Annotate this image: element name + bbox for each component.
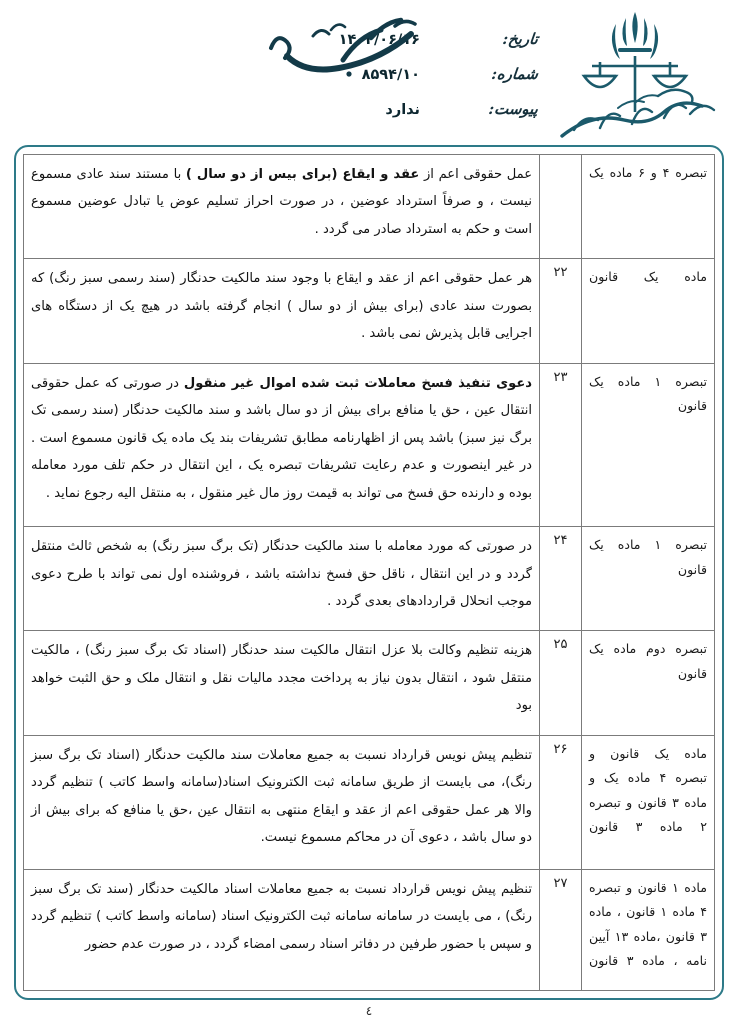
allah-emblem-icon xyxy=(612,12,658,59)
number-value: ۸۵۹۴/۱۰ xyxy=(361,67,420,83)
row-body: تنظیم پیش نویس قرارداد نسبت به جمیع معاملات سند مالکیت حدنگار (اسناد تک برگ سبز رنگ)، می بایست از طریق سامانه ثبت الکترونیک اسناد(سامانه واسط کاتب ) تنظیم گردد والا هر عمل حقوقی اعم از عقد و ایقاع منتهی به انتقال عین ،حق یا منافع که برای بیش از دو سال باشد ، دعوی آن در محاکم مسموع نیست. xyxy=(24,735,540,869)
row-reference: تبصره ۴ و ۶ ماده یک xyxy=(582,155,715,259)
basmala-calligraphy xyxy=(238,8,448,88)
row-number: ۲۳ xyxy=(540,363,582,526)
table-row xyxy=(24,527,715,631)
row-body: در صورتی که مورد معامله با سند مالکیت حدنگار (تک برگ سبز رنگ) به شخص ثالث منتقل گردد و در این انتقال ، ناقل حق فسخ نداشته باشد ، فروشنده اول نمی تواند با طرح دعوی موجب انحلال قراردادهای بعدی گردد . xyxy=(24,527,540,631)
row-body: هزینه تنظیم وکالت بلا عزل انتقال مالکیت سند حدنگار (اسناد تک برگ سبز رنگ) ، مالکیت منتقل شود ، انتقال بدون نیاز به پرداخت مجدد مالیات نقل و انتقال ملک و حق الثبت خواهد بود xyxy=(24,631,540,735)
row-body: دعوی تنفیذ فسخ معاملات ثبت شده اموال غیر منقول در صورتی که عمل حقوقی انتقال عین ، حق یا منافع برای بیش از دو سال باشد و سند مالکیت حدنگار (سند رسمی تک برگ نیز سبز) باشد پس از اظهارنامه مطابق تشریفات بند یک ماده یک قانون مسموع است . در غیر اینصورت و عدم رعایت تشریفات تبصره یک ، این انتقال در حکم تلف مورد معامله بوده و دارنده حق فسخ می تواند به قیمت روز مال غیر منقول ، به منتقل الیه رجوع نماید . xyxy=(24,363,540,526)
table-row xyxy=(24,155,715,259)
table-row xyxy=(24,869,715,990)
row-body: تنظیم پیش نویس قرارداد نسبت به جمیع معاملات اسناد مالکیت حدنگار (سند تک برگ سبز رنگ) ، می بایست در سامانه سامانه ثبت الکترونیک اسناد (سامانه واسط کاتب ) تنظیم گردد و سپس با حضور طرفین در دفاتر اسناد رسمی امضاء گردد ، در صورت عدم حضور xyxy=(24,869,540,990)
organization-calligraphy xyxy=(562,90,714,136)
row-reference: ماده یک قانون xyxy=(582,259,715,363)
table-row xyxy=(24,259,715,363)
row-reference: ماده ۱ قانون و تبصره ۴ ماده ۱ قانون ، ماده ۳ قانون ،ماده ۱۳ آیین نامه ، ماده ۳ قانون xyxy=(582,869,715,990)
date-value: ۱۴۰۴/۰۶/۱۶ xyxy=(338,32,420,48)
row-number xyxy=(540,155,582,259)
row-body: هر عمل حقوقی اعم از عقد و ایقاع با وجود سند مالکیت حدنگار (سند رسمی سبز رنگ) که بصورت سند عادی (برای بیش از دو سال ) انجام گرفته باشد در هیچ یک از دستگاه های اجرایی قابل پذیرش نمی باشد . xyxy=(24,259,540,363)
date-label: تاریخ: xyxy=(501,30,539,48)
provisions-table xyxy=(23,154,715,991)
attachment-label: پیوست: xyxy=(487,100,539,118)
row-number: ۲۴ xyxy=(540,527,582,631)
row-reference: ماده یک قانون و تبصره ۴ ماده یک و ماده ۳ قانون و تبصره ۲ ماده ۳ قانون xyxy=(582,735,715,869)
row-reference: تبصره ۱ ماده یک قانون xyxy=(582,527,715,631)
row-reference: تبصره ۱ ماده یک قانون xyxy=(582,363,715,526)
row-number: ۲۷ xyxy=(540,869,582,990)
scales-of-justice-icon xyxy=(584,56,686,112)
number-label: شماره: xyxy=(490,65,539,83)
page-number: ٤ xyxy=(365,1004,373,1018)
row-number: ۲۲ xyxy=(540,259,582,363)
document-header xyxy=(0,0,738,142)
table-row xyxy=(24,363,715,526)
table-row xyxy=(24,631,715,735)
judiciary-emblem-logo xyxy=(540,4,730,142)
row-number: ۲۵ xyxy=(540,631,582,735)
row-reference: تبصره دوم ماده یک قانون xyxy=(582,631,715,735)
row-number: ۲۶ xyxy=(540,735,582,869)
provisions-table-body xyxy=(24,155,715,991)
table-row xyxy=(24,735,715,869)
row-body: عمل حقوقی اعم از عقد و ایقاع (برای بیس از دو سال ) با مستند سند عادی مسموع نیست ، و صرفاً استرداد عوضین ، در صورت احراز تسلیم عوض یا تبادل عوضین مسموع است و حکم به استرداد صادر می گردد . xyxy=(24,155,540,259)
document-frame xyxy=(14,145,724,1000)
attachment-value: ندارد xyxy=(385,102,420,118)
meta-row-attachment xyxy=(278,100,538,135)
